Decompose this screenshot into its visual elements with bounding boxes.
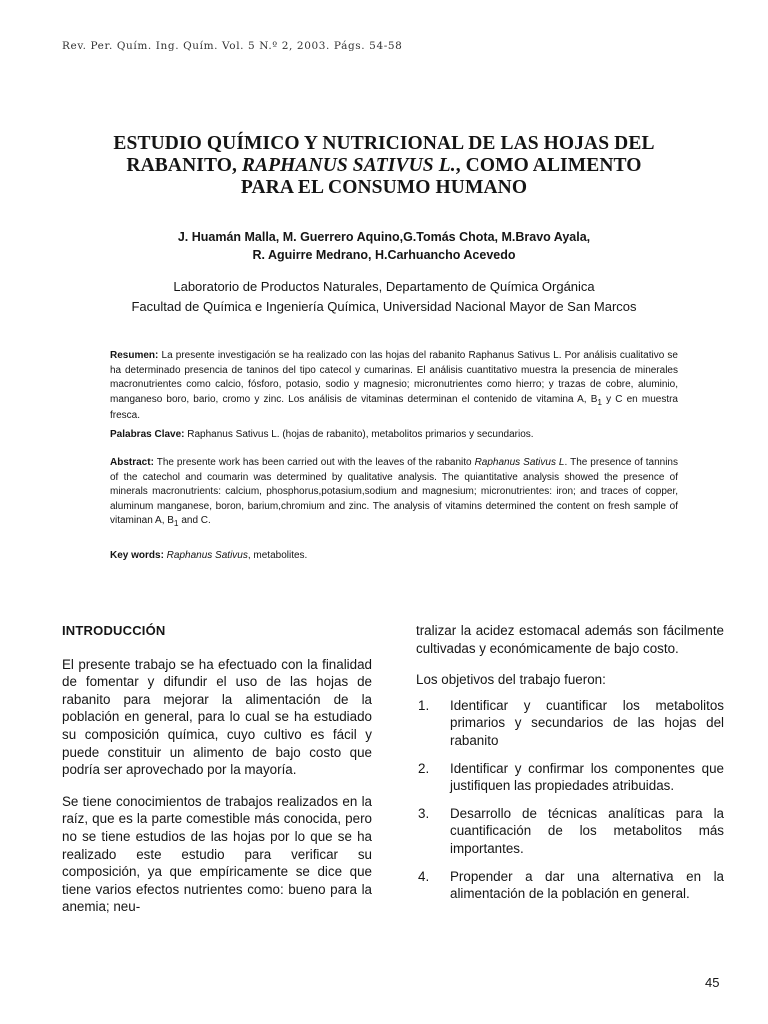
right-column [416,622,724,913]
list-item-text: Identificar y cuantificar los metabolitos primarios y secundarios de las hojas del rabanito [450,697,724,748]
list-item [416,697,724,750]
list-item-number: 1. [418,697,430,713]
title-line-3: PARA EL CONSUMO HUMANO [240,177,528,198]
article-title [60,133,708,199]
running-head: Rev. Per. Quím. Ing. Quím. Vol. 5 N.º 2, 2003. Págs. 54-58 [62,40,403,52]
list-item-number: 4. [418,868,430,884]
list-item-text: Identificar y confirmar los componentes que justifiquen las propiedades atribuidas. [450,760,724,794]
list-item [416,760,724,795]
affiliation [60,277,708,317]
objectives-list [416,697,724,903]
intro-paragraph-1: El presente trabajo se ha efectuado con la finalidad de fomentar y difundir el uso de las hojas de rabanito para mejorar la alimentación de la población en general, para lo cual se ha estudiado su composición química, cuyo cultivo es fácil y puede constituir un alimento de bajo costo que podría ser aprovechado por la mayoría. [62,656,372,778]
abstract-subscript: 1 [173,518,179,528]
affiliation-line-2: Facultad de Química e Ingeniería Química, Universidad Nacional Mayor de San Marcos [131,299,637,314]
intro-paragraph-2: Se tiene conocimientos de trabajos realizados en la raíz, que es la parte comestible más conocida, pero no se tiene estudios de las hojas por lo que se ha realizado este estudio para verificar su composición, ya que empíricamente se dice que tiene varios efectos nutrientes como: bueno para la anemia; neu- [62,793,372,915]
intro-paragraph-3: tralizar la acidez estomacal además son fácilmente cultivadas y económicamente de bajo costo. [416,623,724,656]
page-number: 45 [705,975,720,990]
resumen [110,349,678,424]
key-words-species: Raphanus Sativus [163,550,248,561]
abstract-label: Abstract: [110,457,154,468]
abstract [110,456,678,531]
key-words [110,549,678,564]
list-item-number: 2. [418,760,430,776]
key-words-label: Key words: [110,550,164,561]
abstract-species: Raphanus Sativus L [474,457,565,468]
abstract-text-end: and C. [178,515,211,526]
species-name: RAPHANUS SATIVUS L. [241,155,456,176]
abstract-text: . The presence of tannins of the catechol and coumarin was determined by qualitative analysis. The quiantitative analysis showed the presence of minerals macronutrients: calcium, phosphorus,potasium,sodium and magnesium; micronutrientes: iron; and traces of copper, aluminum manganese, boron, barium,chromium and zinc. The analysis of vitamins determined the content on fresh sample of vitaminan A, B [110,457,678,526]
list-item [416,805,724,858]
title-line-2: RABANITO, RAPHANUS SATIVUS L., COMO ALIMENTO [126,155,642,176]
resumen-label: Resumen: [110,350,159,361]
palabras-clave-text: Raphanus Sativus L. (hojas de rabanito), metabolitos primarios y secundarios. [184,429,534,440]
author-list [60,228,708,264]
affiliation-line-1: Laboratorio de Productos Naturales, Departamento de Química Orgánica [173,279,595,294]
list-item-text: Propender a dar una alternativa en la alimentación de la población en general. [450,868,724,902]
list-item [416,868,724,903]
list-item-text: Desarrollo de técnicas analíticas para la cuantificación de los metabolitos más importantes. [450,805,724,856]
objectives-intro: Los objetivos del trabajo fueron: [416,672,606,688]
title-line-1: ESTUDIO QUÍMICO Y NUTRICIONAL DE LAS HOJAS DEL [113,133,655,154]
abstract-text-pre: The presente work has been carried out with the leaves of the rabanito [153,457,475,468]
key-words-text: , metabolites. [247,550,308,561]
resumen-text: La presente investigación se ha realizado con las hojas del rabanito Raphanus Sativus L. Por análisis cualitativo se ha determinado presencia de taninos del tipo catecol y cumarinas. El análisis cuantitativo muestra la presencia de minerales macronutrientes como calcio, fósforo, potasio, sodio y magnesio; micronutrientes como hierro; y trazas de cobre, aluminio, manganeso boro, bario, cromo y zinc. Los análisis de vitaminas determinan el contenido de vitamina A, B [110,350,678,405]
palabras-clave [110,428,678,443]
palabras-clave-label: Palabras Clave: [110,429,185,440]
authors-line-1: J. Huamán Malla, M. Guerrero Aquino,G.Tomás Chota, M.Bravo Ayala, [177,230,591,244]
authors-line-2: R. Aguirre Medrano, H.Carhuancho Acevedo [252,248,516,262]
resumen-subscript: 1 [597,396,603,407]
resumen-text-end: y C en muestra fresca. [110,393,678,421]
left-column [62,622,372,916]
section-heading-introduccion: INTRODUCCIÓN [62,623,166,638]
list-item-number: 3. [418,805,430,821]
